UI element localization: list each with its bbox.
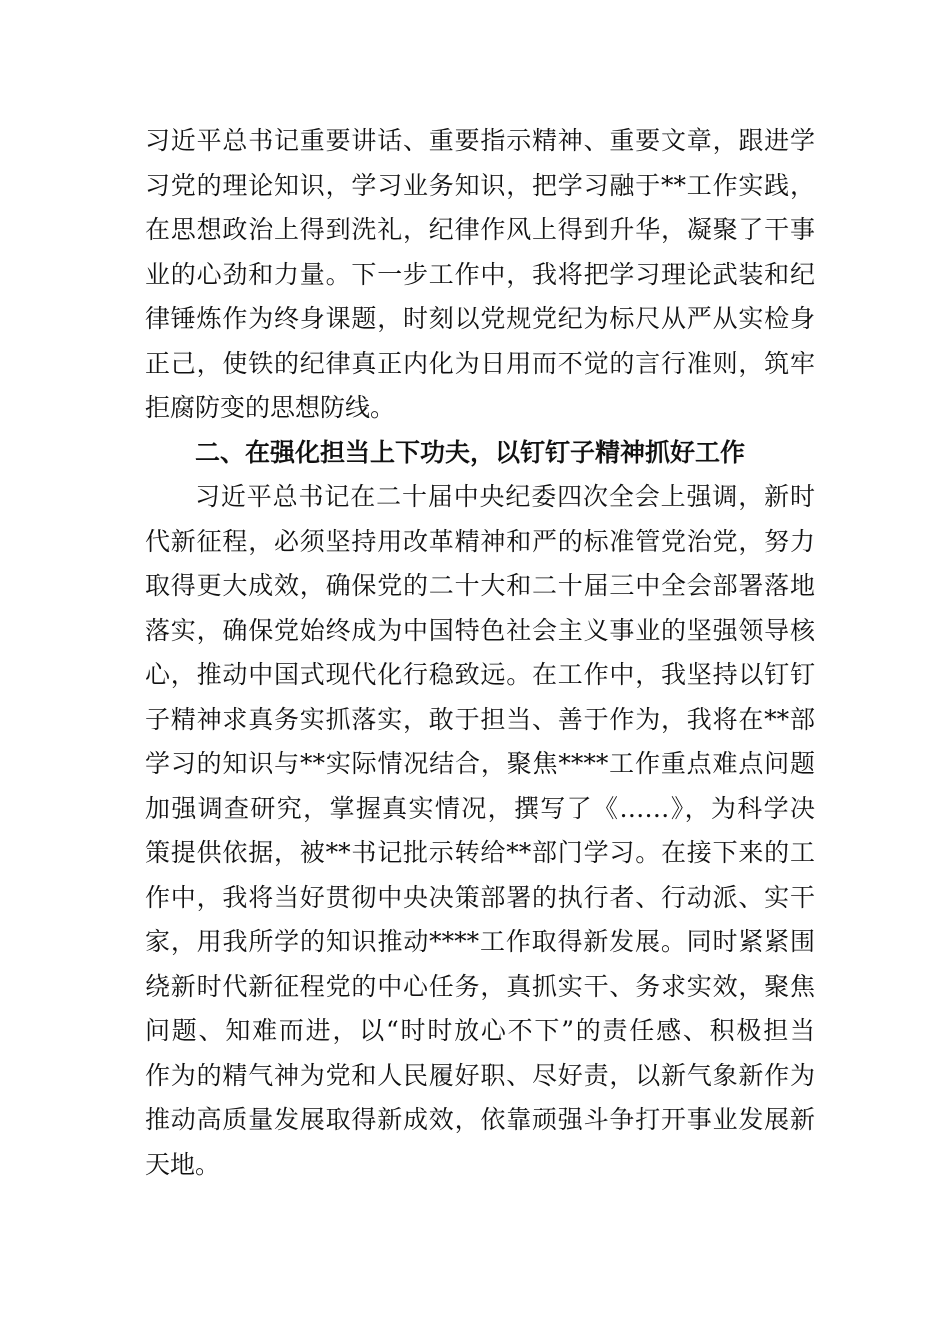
paragraph-line: 家，用我所学的知识推动****工作取得新发展。同时紧紧围 xyxy=(145,927,815,956)
paragraph-line: 心，推动中国式现代化行稳致远。在工作中，我坚持以钉钉 xyxy=(145,660,815,689)
paragraph-line: 拒腐防变的思想防线。 xyxy=(145,393,396,422)
paragraph-line: 正己，使铁的纪律真正内化为日用而不觉的言行准则，筑牢 xyxy=(145,349,815,378)
section-heading: 二、在强化担当上下功夫，以钉钉子精神抓好工作 xyxy=(195,438,746,467)
paragraph-line: 策提供依据，被**书记批示转给**部门学习。在接下来的工 xyxy=(145,838,815,867)
paragraph-line: 绕新时代新征程党的中心任务，真抓实干、务求实效，聚焦 xyxy=(145,972,815,1001)
paragraph-line: 作为的精气神为党和人民履好职、尽好责，以新气象新作为 xyxy=(145,1061,815,1090)
paragraph-line: 律锤炼作为终身课题，时刻以党规党纪为标尺从严从实检身 xyxy=(145,304,815,333)
paragraph-line: 推动高质量发展取得新成效，依靠顽强斗争打开事业发展新 xyxy=(145,1105,815,1134)
paragraph-line: 习党的理论知识，学习业务知识，把学习融于**工作实践， xyxy=(145,171,815,200)
paragraph-line: 落实，确保党始终成为中国特色社会主义事业的坚强领导核 xyxy=(145,616,815,645)
paragraph-line: 习近平总书记在二十届中央纪委四次全会上强调，新时 xyxy=(195,482,815,511)
paragraph-line: 学习的知识与**实际情况结合，聚焦****工作重点难点问题 xyxy=(145,749,815,778)
paragraph-line: 天地。 xyxy=(145,1150,221,1179)
paragraph-line: 加强调查研究，掌握真实情况，撰写了《……》，为科学决 xyxy=(145,794,815,823)
paragraph-line: 代新征程，必须坚持用改革精神和严的标准管党治党，努力 xyxy=(145,527,815,556)
paragraph-line: 取得更大成效，确保党的二十大和二十届三中全会部署落地 xyxy=(145,571,815,600)
paragraph-line: 作中，我将当好贯彻中央决策部署的执行者、行动派、实干 xyxy=(145,883,815,912)
paragraph-line: 子精神求真务实抓落实，敢于担当、善于作为，我将在**部 xyxy=(145,705,815,734)
paragraph-line: 业的心劲和力量。下一步工作中，我将把学习理论武装和纪 xyxy=(145,260,815,289)
paragraph-line: 习近平总书记重要讲话、重要指示精神、重要文章，跟进学 xyxy=(145,126,815,155)
paragraph-line: 在思想政治上得到洗礼，纪律作风上得到升华，凝聚了干事 xyxy=(145,215,815,244)
paragraph-line: 问题、知难而进，以“时时放心不下”的责任感、积极担当 xyxy=(145,1016,815,1045)
